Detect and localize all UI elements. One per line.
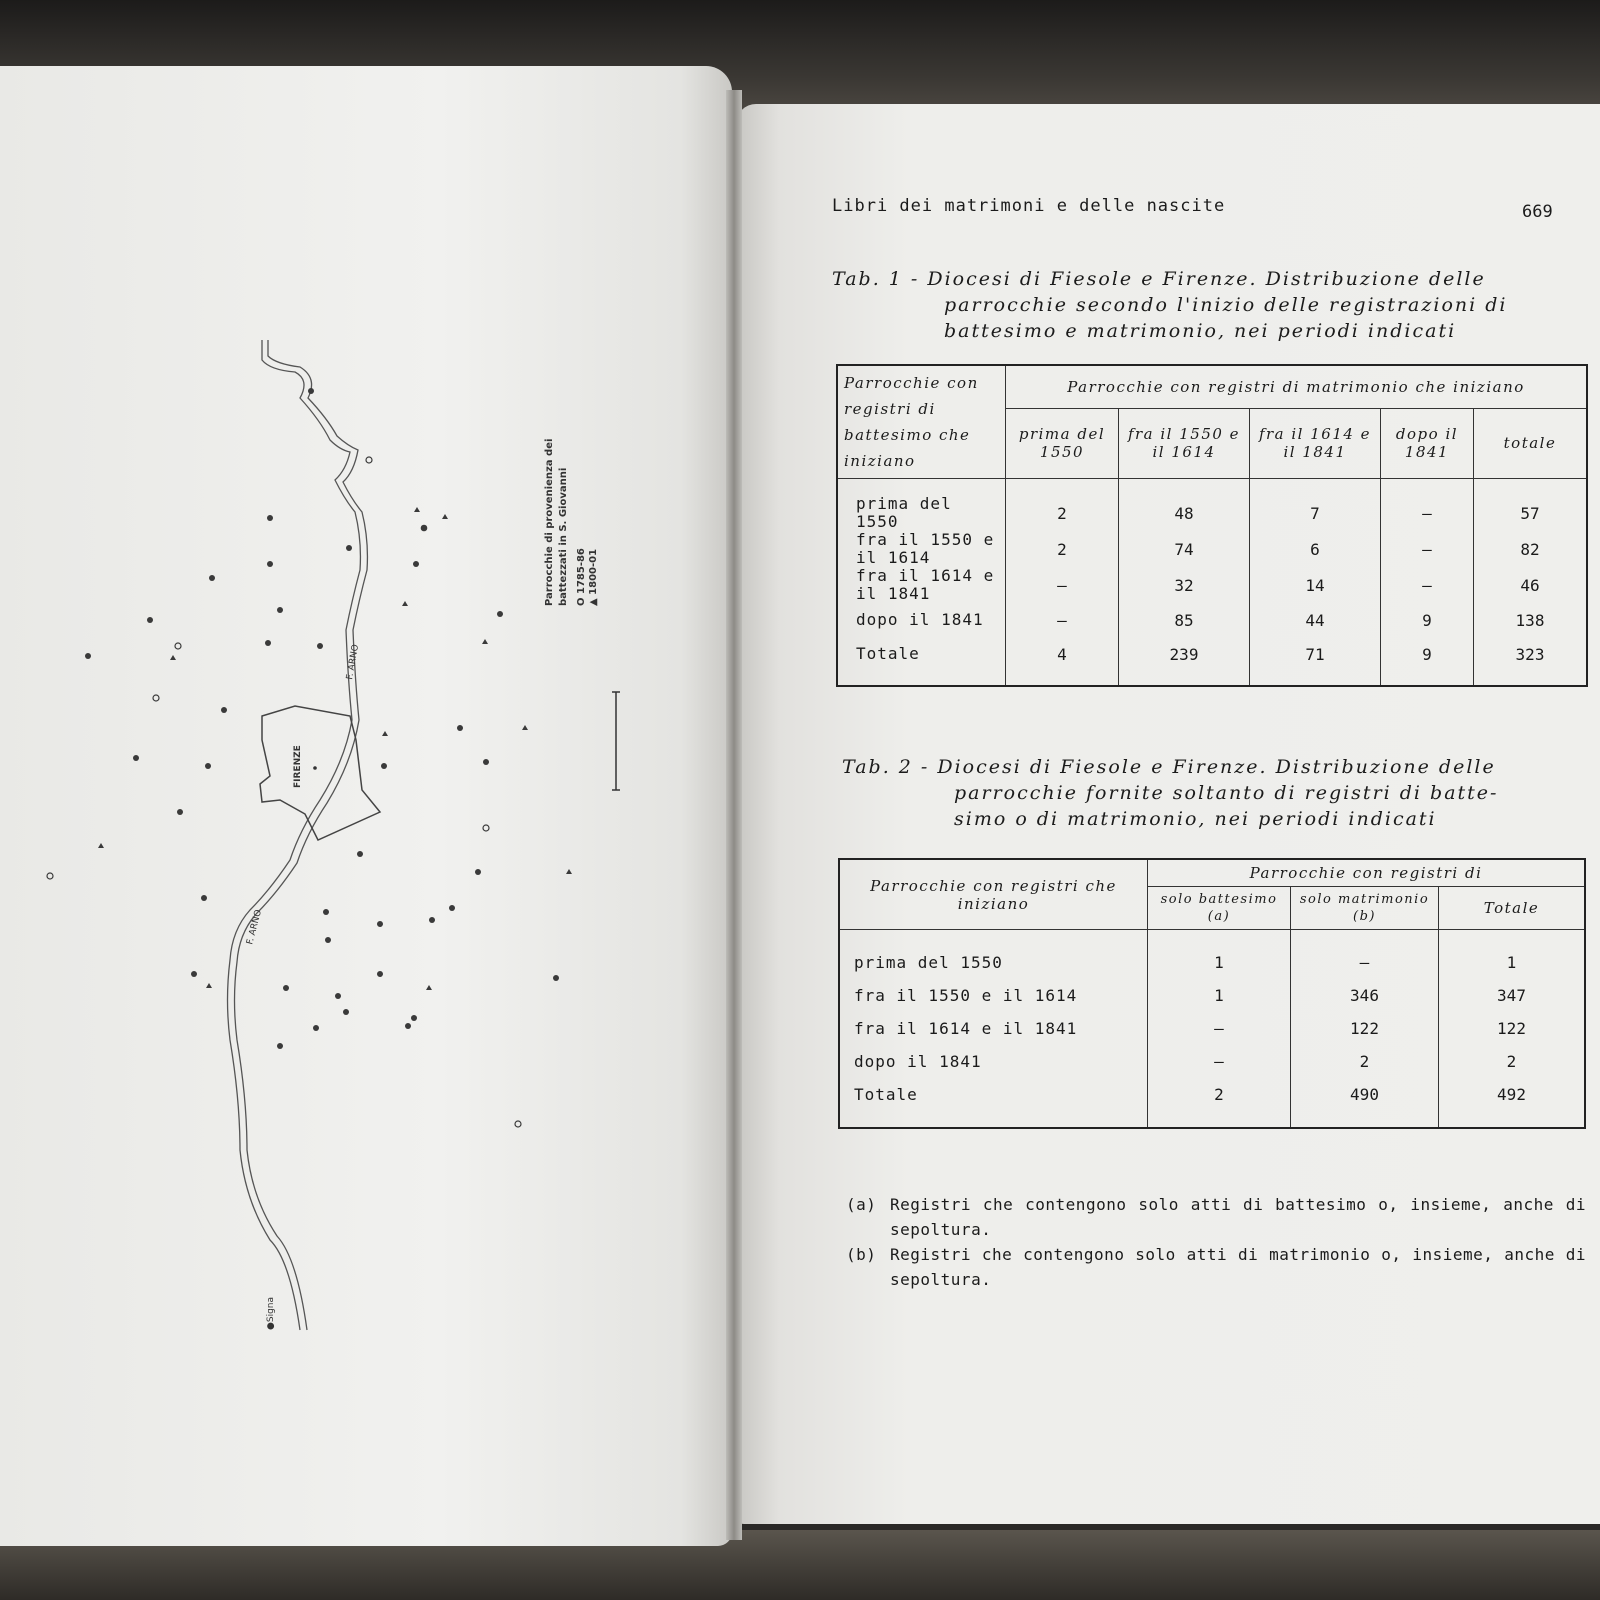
table1-col-header: prima del 1550 [1006,408,1119,478]
map-legend [544,439,599,606]
table2-col-header: solo battesimo (a) [1148,887,1291,930]
parish-triangles [98,507,572,990]
river-label-upper: F. ARNO [345,643,362,681]
table-row: dopo il 1841 – 2 2 [839,1045,1585,1078]
parish-dots-open [47,457,521,1127]
table1 [836,364,1588,687]
parish-map [0,0,732,1600]
table-row: Totale 2 490 492 [839,1078,1585,1128]
running-head: Libri dei matrimoni e delle nascite [832,196,1226,216]
table1-col-header: totale [1474,408,1588,478]
caption-line: simo o di matrimonio, nei periodi indicati [954,808,1437,830]
footnote-text: Registri che contengono solo atti di battesimo o, insieme, anche di sepoltura. [890,1195,1586,1239]
table-row: Totale 4 239 71 9 323 [837,637,1587,686]
caption-line: parrocchie secondo l'inizio delle registrazioni di [944,294,1508,316]
footnotes [846,1192,1586,1292]
caption-line: Tab. 1 - Diocesi di Fiesole e Firenze. Distribuzione delle [832,268,1486,290]
town-label-signa: ●Signa [266,1297,276,1330]
footnote-a [846,1192,1586,1242]
table-row: fra il 1614 e il 1841 – 122 122 [839,1012,1585,1045]
scale-bar [612,692,620,790]
table-row: fra il 1614 e il 1841 – 32 14 – 46 [837,567,1587,603]
table2-col-header: solo matrimonio (b) [1291,887,1439,930]
parish-dots-filled [85,388,559,1049]
caption-line: parrocchie fornite soltanto di registri di batte- [954,782,1499,804]
city-label: FIRENZE [293,745,303,788]
table1-caption [832,266,1508,344]
table2 [838,858,1586,1129]
table2-group-header: Parrocchie con registri di [1148,859,1586,887]
table2-caption [842,754,1498,832]
footnote-mark: (a) [846,1195,877,1214]
page-number: 669 [1522,202,1553,222]
table1-col-header: fra il 1550 e il 1614 [1119,408,1250,478]
table1-stub-header: Parrocchie con registri di battesimo che iniziano [837,365,1006,479]
footnote-mark: (b) [846,1245,877,1264]
table-row: fra il 1550 e il 1614 2 74 6 – 82 [837,531,1587,567]
caption-line: battesimo e matrimonio, nei periodi indicati [944,320,1457,342]
table-row: prima del 1550 1 – 1 [839,930,1585,980]
table2-stub-header: Parrocchie con registri che iniziano [839,859,1148,930]
table-row: prima del 1550 2 48 7 – 57 [837,479,1587,532]
footnote-text: Registri che contengono solo atti di matrimonio o, insieme, anche di sepoltura. [890,1245,1586,1289]
footnote-b [846,1242,1586,1292]
table-row: dopo il 1841 – 85 44 9 138 [837,603,1587,637]
table1-col-header: dopo il 1841 [1381,408,1474,478]
firenze-outline [260,706,380,840]
caption-line: Tab. 2 - Diocesi di Fiesole e Firenze. Distribuzione delle [842,756,1496,778]
table1-group-header: Parrocchie con registri di matrimonio che iniziano [1006,365,1588,408]
table-row: fra il 1550 e il 1614 1 346 347 [839,979,1585,1012]
arno-river [228,340,368,1330]
table2-col-header: Totale [1439,887,1586,930]
legend-item-1800: ▲ 1800-01 [588,548,599,606]
legend-subtitle: battezzati in S. Giovanni [558,467,569,606]
legend-item-1785: O 1785-86 [576,548,587,606]
river-label-lower: F. ARNO [245,908,265,946]
table1-col-header: fra il 1614 e il 1841 [1250,408,1381,478]
legend-title: Parrocchie di provenienza dei [544,438,555,606]
